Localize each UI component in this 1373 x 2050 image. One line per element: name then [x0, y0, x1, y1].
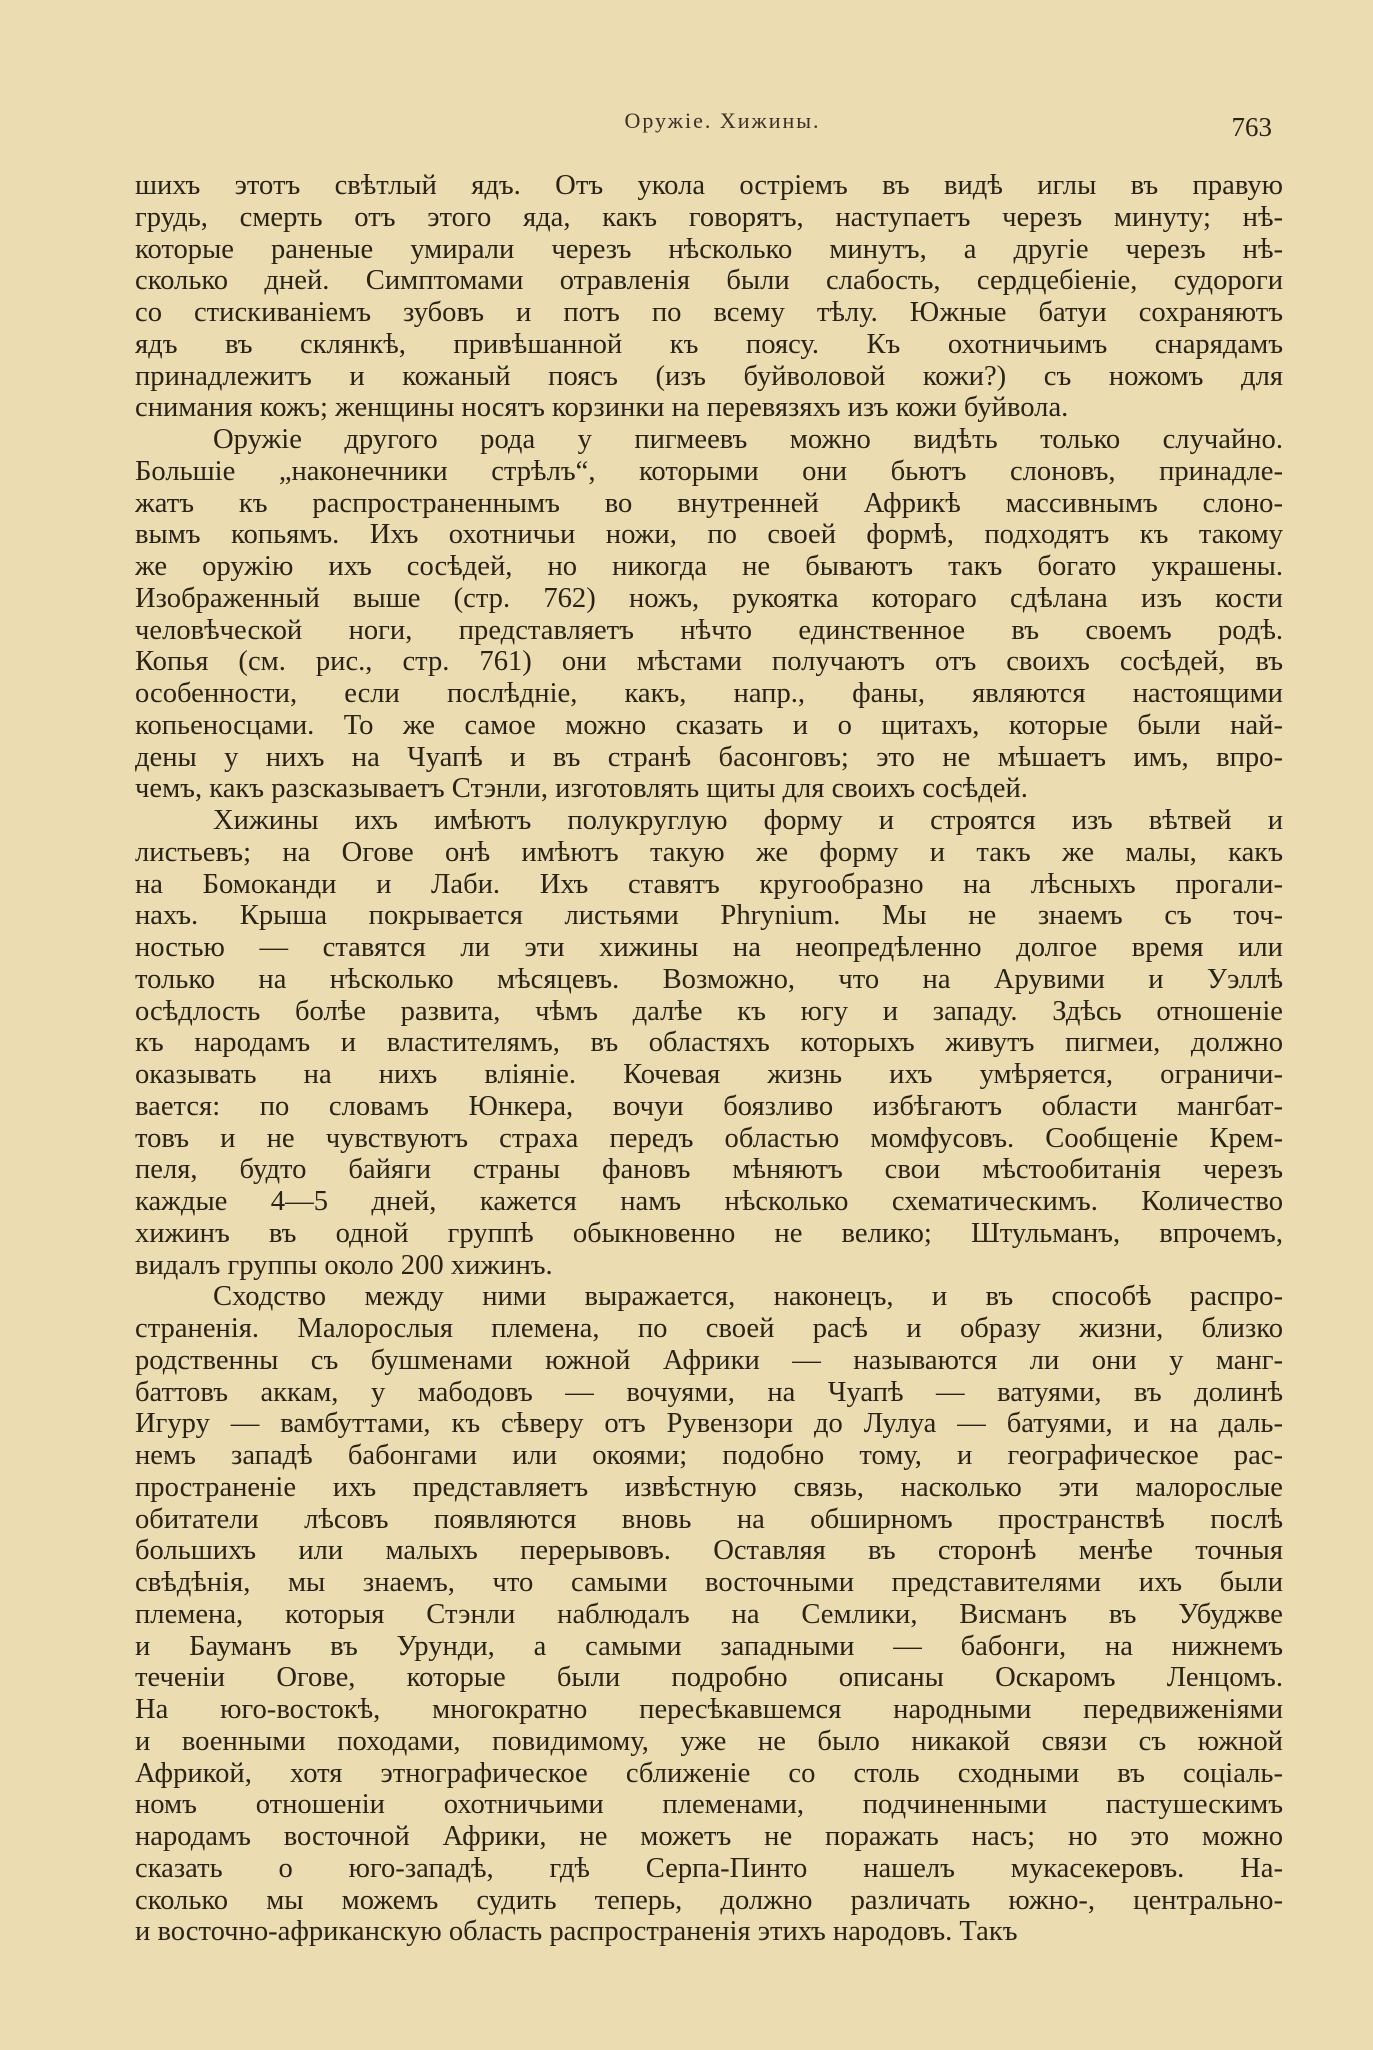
text-line: только на нѣсколько мѣсяцевъ. Возможно, что на Арувими и Уэллѣ [135, 963, 1283, 995]
text-line: же оружію ихъ сосѣдей, но никогда не бываютъ такъ богато украшены. [135, 551, 1283, 582]
text-line: которые раненые умирали черезъ нѣсколько минутъ, а другіе черезъ нѣ- [135, 233, 1283, 265]
paragraph [135, 424, 1283, 805]
text-line: Хижины ихъ имѣютъ полукруглую форму и строятся изъ вѣтвей и [213, 805, 1283, 836]
text-line: со стискиваніемъ зубовъ и потъ по всему тѣлу. Южные батуи сохраняютъ [135, 297, 1283, 328]
text-line: каждые 4—5 дней, кажется намъ нѣсколько схематическимъ. Количество [135, 1186, 1283, 1217]
text-line: Игуру — вамбуттами, къ сѣверу отъ Рувензори до Лулуа — батуями, и на даль- [135, 1408, 1283, 1440]
text-line: и военными походами, повидимому, уже не было никакой связи съ южной [135, 1725, 1283, 1757]
text-line: Африкой, хотя этнографическое сближеніе со столь сходными въ соціаль- [135, 1757, 1283, 1789]
page-header [165, 108, 1280, 148]
text-line: ностью — ставятся ли эти хижины на неопредѣленно долгое время или [135, 932, 1283, 963]
text-line: нахъ. Крыша покрывается листьями Phrynium. Мы не знаемъ съ точ- [135, 900, 1283, 932]
text-line: Копья (см. рис., стр. 761) они мѣстами получаютъ отъ своихъ сосѣдей, въ [135, 646, 1283, 678]
body-text [135, 170, 1283, 1948]
text-line: родственны съ бушменами южной Африки — называются ли они у манг- [135, 1344, 1283, 1376]
text-line: обитатели лѣсовъ появляются вновь на обширномъ пространствѣ послѣ [135, 1503, 1283, 1535]
text-line: племена, которыя Стэнли наблюдалъ на Семлики, Висманъ въ Убуджве [135, 1598, 1283, 1630]
text-line: номъ отношеніи охотничьими племенами, подчиненными пастушескимъ [135, 1789, 1283, 1821]
text-line: копьеносцами. То же самое можно сказать и о щитахъ, которые были най- [135, 709, 1283, 741]
text-line: пространеніе ихъ представляетъ извѣстную связь, насколько эти малорослые [135, 1471, 1283, 1503]
text-line: и Бауманъ въ Урунди, а самыми западными — бабонги, на нижнемъ [135, 1630, 1283, 1662]
text-line: видалъ группы около 200 хижинъ. [135, 1249, 553, 1281]
text-line: чемъ, какъ разсказываетъ Стэнли, изготовлять щиты для своихъ сосѣдей. [135, 773, 1028, 805]
text-line: жатъ къ распространеннымъ во внутренней Африкѣ массивнымъ слоно- [135, 487, 1283, 519]
paragraph [135, 170, 1283, 424]
text-line: вается: по словамъ Юнкера, вочуи боязливо избѣгаютъ области мангбат- [135, 1090, 1283, 1122]
text-line: Оружіе другого рода у пигмеевъ можно видѣть только случайно. [213, 424, 1283, 455]
text-line: баттовъ аккам, у мабодовъ — вочуями, на Чуапѣ — ватуями, въ долинѣ [135, 1376, 1283, 1408]
text-line: товъ и не чувствуютъ страха передъ областью момфусовъ. Сообщеніе Крем- [135, 1122, 1283, 1154]
page-number: 763 [1231, 112, 1272, 142]
text-line: Сходство между ними выражается, наконецъ, и въ способѣ распро- [213, 1281, 1283, 1313]
text-line: грудь, смерть отъ этого яда, какъ говорятъ, наступаетъ черезъ минуту; нѣ- [135, 201, 1283, 233]
text-line: вымъ копьямъ. Ихъ охотничьи ножи, по своей формѣ, подходятъ къ такому [135, 519, 1283, 551]
text-line: сказать о юго-западѣ, гдѣ Серпа-Пинто нашелъ мукасекеровъ. На- [135, 1852, 1283, 1884]
text-line: пеля, будто байяги страны фановъ мѣняютъ свои мѣстообитанія черезъ [135, 1154, 1283, 1186]
paragraph [135, 805, 1283, 1281]
text-line: на Бомоканди и Лаби. Ихъ ставятъ кругообразно на лѣсныхъ прогали- [135, 868, 1283, 900]
text-line: къ народамъ и властителямъ, въ областяхъ которыхъ живутъ пигмеи, должно [135, 1027, 1283, 1059]
text-line: сколько мы можемъ судить теперь, должно различать южно-, центрально- [135, 1884, 1283, 1916]
text-line: свѣдѣнія, мы знаемъ, что самыми восточными представителями ихъ были [135, 1567, 1283, 1598]
text-line: Изображенный выше (стр. 762) ножъ, рукоятка котораго сдѣлана изъ кости [135, 582, 1283, 614]
text-line: немъ западѣ бабонгами или окоями; подобно тому, и географическое рас- [135, 1440, 1283, 1471]
text-line: человѣческой ноги, представляетъ нѣчто единственное въ своемъ родѣ. [135, 614, 1283, 646]
text-line: На юго-востокѣ, многократно пересѣкавшемся народными передвиженіями [135, 1694, 1283, 1725]
text-line: и восточно-африканскую область распространенія этихъ народовъ. Такъ [135, 1916, 1018, 1948]
text-line: хижинъ въ одной группѣ обыкновенно не велико; Штульманъ, впрочемъ, [135, 1217, 1283, 1249]
text-line: оказывать на нихъ вліяніе. Кочевая жизнь ихъ умѣряется, ограничи- [135, 1059, 1283, 1090]
text-line: дены у нихъ на Чуапѣ и въ странѣ басонговъ; это не мѣшаетъ имъ, впро- [135, 741, 1283, 773]
text-line: принадлежитъ и кожаный поясъ (изъ буйволовой кожи?) съ ножомъ для [135, 360, 1283, 392]
text-line: теченіи Огове, которые были подробно описаны Оскаромъ Ленцомъ. [135, 1662, 1283, 1694]
text-line: большихъ или малыхъ перерывовъ. Оставляя въ сторонѣ менѣе точныя [135, 1535, 1283, 1567]
paragraph [135, 1281, 1283, 1948]
text-line: страненія. Малорослыя племена, по своей расѣ и образу жизни, близко [135, 1313, 1283, 1344]
running-head: Оружіе. Хижины. [624, 108, 821, 133]
text-line: Большіе „наконечники стрѣлъ“, которыми они бьютъ слоновъ, принадле- [135, 455, 1283, 487]
text-line: ядъ въ склянкѣ, привѣшанной къ поясу. Къ охотничьимъ снарядамъ [135, 328, 1283, 360]
text-line: народамъ восточной Африки, не можетъ не поражать насъ; но это можно [135, 1821, 1283, 1852]
text-line: сколько дней. Симптомами отравленія были слабость, сердцебіеніе, судороги [135, 265, 1283, 297]
text-line: шихъ этотъ свѣтлый ядъ. Отъ укола остріемъ въ видѣ иглы въ правую [135, 170, 1283, 201]
text-line: особенности, если послѣдніе, какъ, напр., фаны, являются настоящими [135, 678, 1283, 709]
text-line: листьевъ; на Огове онѣ имѣютъ такую же форму и такъ же малы, какъ [135, 836, 1283, 868]
text-line: осѣдлость болѣе развита, чѣмъ далѣе къ югу и западу. Здѣсь отношеніе [135, 995, 1283, 1027]
text-line: снимания кожъ; женщины носятъ корзинки на перевязяхъ изъ кожи буйвола. [135, 392, 1069, 424]
